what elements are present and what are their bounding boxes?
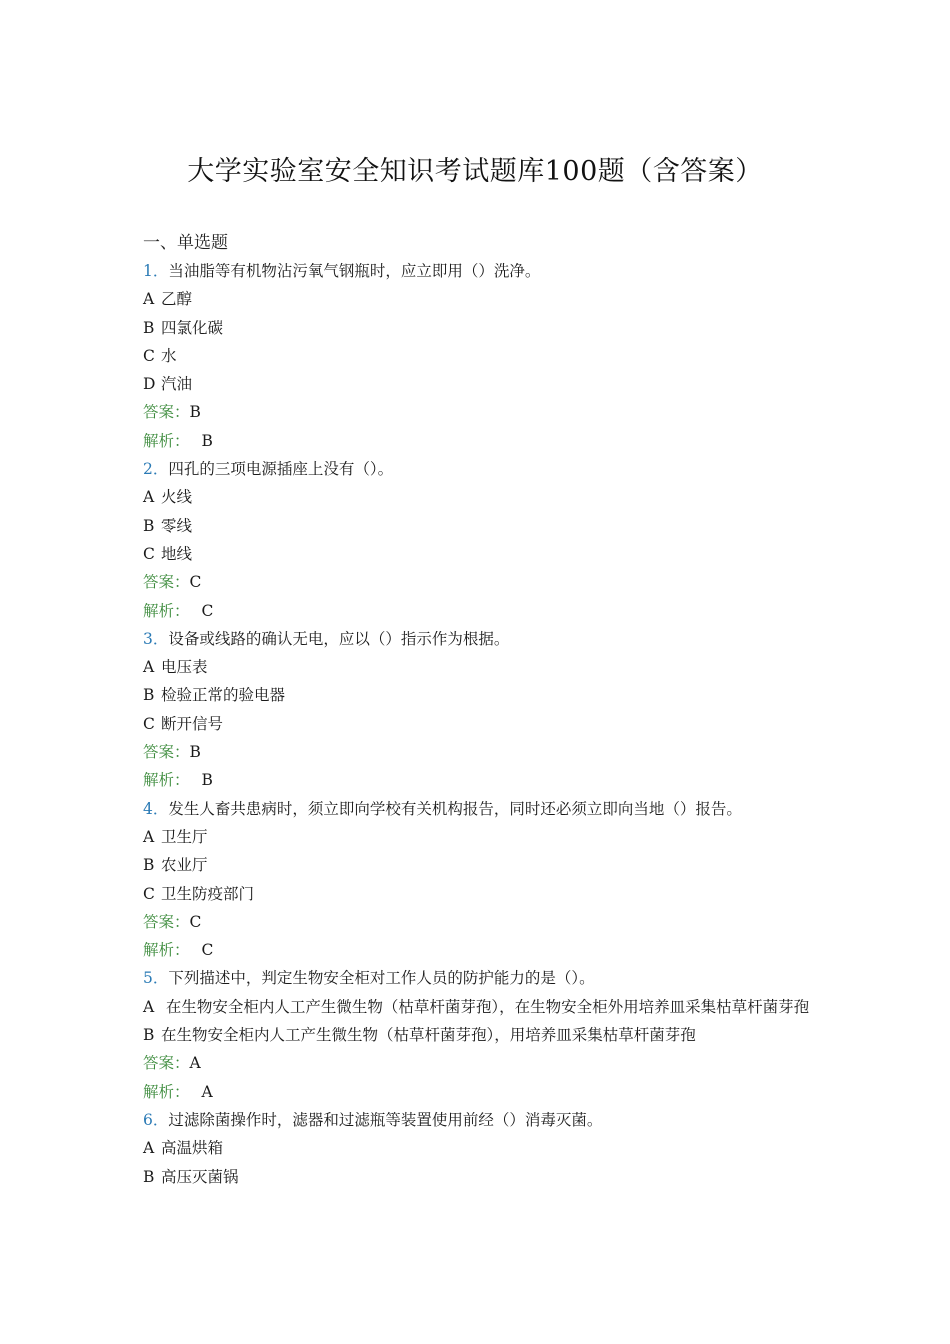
answer-value: B [189,743,201,762]
question-stem [143,257,823,285]
question-number: 6． [143,1110,169,1129]
option-letter: A [143,1139,155,1158]
answer-line [143,1049,823,1077]
option-letter: B [143,318,155,337]
answer-line [143,398,823,426]
question-number: 2． [143,460,169,479]
answer-line [143,738,823,766]
option-text: 地线 [161,544,193,563]
question-text: 设备或线路的确认无电，应以（）指示作为根据。 [168,629,510,648]
analysis-line [143,766,823,794]
question-block [143,795,823,965]
option-text: 高压灭菌锅 [161,1167,239,1186]
question-number: 4． [143,799,169,818]
option-letter: C [143,884,155,903]
question-text: 发生人畜共患病时，须立即向学校有关机构报告，同时还必须立即向当地（）报告。 [168,799,742,818]
option-line [143,710,823,738]
option-line [143,314,823,342]
option-line [143,342,823,370]
analysis-line [143,936,823,964]
answer-label: 答案： [143,573,190,592]
answer-value: B [189,403,201,422]
question-block [143,257,823,455]
analysis-label: 解析： [143,941,190,960]
option-line [143,993,823,1021]
option-line [143,370,823,398]
document-title: 大学实验室安全知识考试题库100题（含答案） [187,156,763,187]
option-letter: A [143,658,155,677]
question-text: 当油脂等有机物沾污氧气钢瓶时，应立即用（）洗净。 [168,262,541,280]
analysis-line [143,597,823,625]
option-text: 检验正常的验电器 [161,686,286,705]
option-line [143,823,823,851]
question-stem [143,625,823,653]
answer-label: 答案： [143,1054,190,1073]
option-text: 卫生厅 [161,827,208,846]
option-text: 在生物安全柜内人工产生微生物（枯草杆菌芽孢），用培养皿采集枯草杆菌芽孢 [161,1026,696,1045]
question-stem [143,455,823,483]
question-list [143,229,823,1191]
option-letter: B [143,1167,155,1186]
answer-value: C [189,912,202,931]
answer-label: 答案： [143,912,190,931]
analysis-value: B [201,431,213,450]
option-text: 卫生防疫部门 [161,884,255,903]
answer-line [143,568,823,596]
answer-value: A [189,1054,201,1073]
question-stem [143,1106,823,1134]
option-line [143,1021,823,1049]
option-line [143,1134,823,1162]
analysis-value: C [201,601,214,620]
option-text: 水 [161,346,177,365]
option-letter: A [143,997,155,1016]
answer-label: 答案： [143,403,190,422]
question-text: 四孔的三项电源插座上没有（）。 [168,460,394,479]
option-text: 汽油 [161,375,193,394]
analysis-label: 解析： [143,771,190,790]
option-letter: B [143,516,155,535]
question-stem [143,964,823,992]
analysis-value: A [201,1082,213,1101]
question-number: 3． [143,629,169,648]
analysis-label: 解析： [143,431,190,450]
option-letter: B [143,686,155,705]
option-line [143,540,823,568]
option-text: 在生物安全柜内人工产生微生物（枯草杆菌芽孢），在生物安全柜外用培养皿采集枯草杆菌芽孢 [161,997,810,1016]
option-text: 高温烘箱 [161,1139,224,1158]
option-line [143,851,823,879]
option-line [143,681,823,709]
option-letter: C [143,346,155,365]
section-heading: 一、单选题 [143,233,228,253]
analysis-line [143,1078,823,1106]
question-block [143,1106,823,1191]
analysis-label: 解析： [143,1082,190,1101]
question-stem [143,795,823,823]
option-line [143,1163,823,1191]
question-text: 过滤除菌操作时，滤器和过滤瓶等装置使用前经（）消毒灭菌。 [168,1110,603,1129]
option-letter: D [143,375,156,394]
question-number: 1． [143,262,169,280]
option-letter: C [143,544,155,563]
option-text: 电压表 [161,658,208,677]
analysis-line [143,427,823,455]
question-text: 下列描述中，判定生物安全柜对工作人员的防护能力的是（）。 [168,969,595,988]
option-line [143,880,823,908]
analysis-label: 解析： [143,601,190,620]
question-block [143,964,823,1105]
option-text: 乙醇 [161,290,193,309]
option-letter: A [143,827,155,846]
analysis-value: C [201,941,214,960]
option-text: 断开信号 [161,714,224,733]
option-text: 农业厅 [161,856,208,875]
question-number: 5． [143,969,169,988]
answer-line [143,908,823,936]
option-text: 火线 [161,488,193,507]
option-letter: B [143,1026,155,1045]
answer-label: 答案： [143,743,190,762]
question-block [143,625,823,795]
option-letter: A [143,290,155,309]
option-line [143,653,823,681]
option-line [143,285,823,313]
option-letter: A [143,488,155,507]
option-letter: C [143,714,155,733]
option-letter: B [143,856,155,875]
option-text: 四氯化碳 [161,318,224,337]
option-text: 零线 [161,516,193,535]
answer-value: C [189,573,202,592]
option-line [143,512,823,540]
question-block [143,455,823,625]
option-line [143,483,823,511]
questions-container [143,257,823,1191]
analysis-value: B [201,771,213,790]
